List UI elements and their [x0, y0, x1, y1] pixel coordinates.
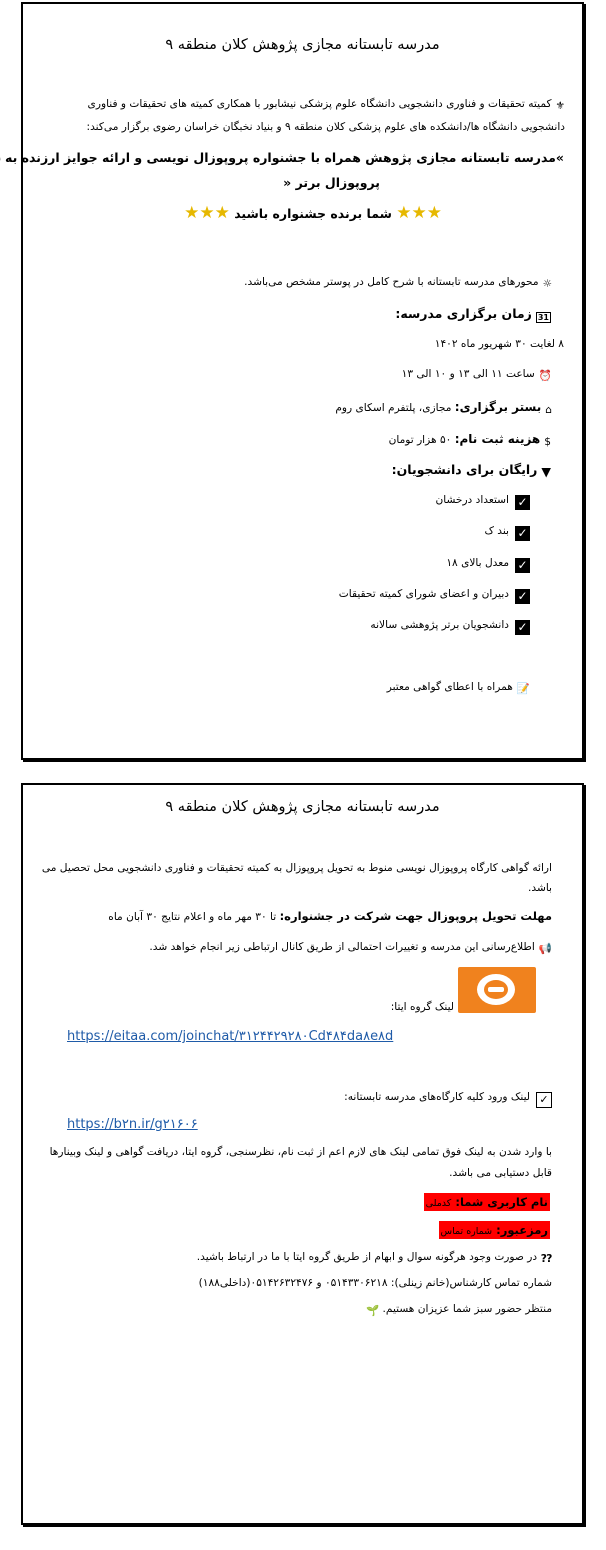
page-title: مدرسه تابستانه مجازی پژوهش کلان منطقه ۹ — [165, 37, 440, 53]
questions-line: ⁇در صورت وجود هرگونه سوال و ابهام از طریق گروه ایتا با ما در ارتباط باشید. — [196, 1251, 552, 1265]
page-title: مدرسه تابستانه مجازی پژوهش کلان منطقه ۹ — [165, 799, 440, 815]
sun-icon: ☼ — [542, 278, 552, 290]
checkmark-icon: ✓ — [515, 558, 530, 573]
winner-line: ★★★ شما برنده جشنواره باشید ★★★ — [184, 203, 442, 223]
closing-line: منتظر حضور سبز شما عزیزان هستیم. 🌱 — [365, 1303, 552, 1317]
question-icon: ⁇ — [541, 1253, 552, 1265]
cert-line-2: باشد. — [528, 882, 552, 894]
shooting-star-icon: ★★★ — [396, 203, 442, 223]
fleur-icon: ⚜ — [555, 100, 565, 112]
free-item: ✓دبیران و اعضای شورای کمیته تحقیقات — [339, 588, 530, 604]
sprout-icon: 🌱 — [365, 1305, 380, 1317]
certificate-line: 📝همراه با اعطای گواهی معتبر — [386, 681, 530, 695]
username-line: نام کاربری شما: کدملی — [425, 1195, 548, 1209]
note-line-2: قابل دستیابی می باشد. — [449, 1167, 552, 1179]
eitaa-link[interactable]: https://eitaa.com/joinchat/۳۱۲۴۴۲۹۲۸۰Cd۴۸۴da۸e۸d — [67, 1029, 394, 1044]
calendar-icon: 31 — [537, 313, 549, 322]
document-edit-icon: 📝 — [516, 683, 530, 695]
checkmark-icon: ✓ — [515, 495, 530, 510]
headline-line-1: »مدرسه تابستانه مجازی پژوهش همراه با جشنواره پروپوزال نویسی و ارائه جوایز ارزنده به — [5, 150, 564, 165]
document-page-1 — [5, 2, 584, 760]
platform-line: ⌂بستر برگزاری: مجازی، پلتفرم اسکای روم — [335, 400, 552, 416]
fee-line: $هزینه ثبت نام: ۵۰ هزار تومان — [388, 432, 551, 448]
workshops-link[interactable]: https://b۲n.ir/g۲۱۶۰۶ — [67, 1117, 198, 1132]
alarm-clock-icon: ⏰ — [538, 370, 552, 382]
free-item: ✓دانشجویان برتر پژوهشی سالانه — [370, 619, 530, 635]
eitaa-logo — [458, 967, 536, 1013]
cert-line-1: ارائه گواهی کارگاه پروپوزال نویسی منوط به تحویل پروپوزال به کمیته تحقیقات و فناوری دانشجویی محل تحصیل می — [41, 862, 552, 874]
home-icon: ⌂ — [545, 404, 552, 416]
document-page-2 — [21, 783, 584, 1525]
note-line-1: با وارد شدن به لینک فوق تمامی لینک های لازم اعم از ثبت نام، نظرسنجی، گروه ایتا، دریافت گواهی و لینک وبینارها — [49, 1146, 552, 1158]
megaphone-icon: 📢 — [538, 943, 552, 955]
intro-line-2: دانشجویی دانشگاه ها/دانشکده های علوم پزشکی کلان منطقه ۹ و بنیاد نخبگان خراسان رضوی برگزار می‌کند: — [86, 121, 565, 133]
eitaa-label: لینک گروه ایتا: — [390, 1001, 454, 1013]
checkmark-icon: ✓ — [515, 620, 530, 635]
checkmark-icon: ✓ — [515, 589, 530, 604]
free-item: ✓استعداد درخشان — [435, 494, 530, 510]
free-item: ✓معدل بالای ۱۸ — [446, 557, 530, 573]
checkmark-icon: ✓ — [515, 526, 530, 541]
checkbox-icon: ✓ — [536, 1092, 552, 1108]
free-heading: ▼رایگان برای دانشجویان: — [391, 462, 551, 479]
down-triangle-icon: ▼ — [541, 464, 551, 479]
deadline-line: مهلت تحویل پروپوزال جهت شرکت در جشنواره: تا ۳۰ مهر ماه و اعلام نتایج ۳۰ آبان ماه — [108, 909, 552, 923]
date-heading: 31زمان برگزاری مدرسه: — [395, 306, 549, 322]
axes-line: ☼محورهای مدرسه تابستانه با شرح کامل در پوستر مشخص می‌باشد. — [244, 276, 552, 290]
password-line: رمزعبور: شماره تماس — [440, 1223, 548, 1237]
headline-line-2: پروپوزال برتر « — [283, 175, 380, 190]
announce-line: 📢اطلاع‌رسانی این مدرسه و تغییرات احتمالی از طریق کانال ارتباطی زیر انجام خواهد شد. — [149, 941, 552, 955]
money-bag-icon: $ — [544, 436, 551, 448]
free-item: ✓بند ک — [484, 525, 530, 541]
intro-line-1: ⚜کمیته تحقیقات و فناوری دانشجویی دانشگاه علوم پزشکی نیشابور با همکاری کمیته های تحقیقات و فناوری — [87, 98, 565, 112]
contact-line: شماره تماس کارشناس(خانم زینلی): ۰۵۱۴۳۳۰۶۲۱۸ و ۰۵۱۴۲۶۳۲۴۷۶(داخلی۱۸۸) — [198, 1277, 552, 1289]
date-value: ۸ لغایت ۳۰ شهریور ماه ۱۴۰۲ — [434, 338, 564, 350]
time-line: ⏰ساعت ۱۱ الی ۱۳ و ۱۰ الی ۱۳ — [401, 368, 552, 382]
workshops-line: ✓لینک ورود کلیه کارگاه‌های مدرسه تابستانه: — [344, 1091, 552, 1108]
shooting-star-icon: ★★★ — [184, 203, 230, 223]
